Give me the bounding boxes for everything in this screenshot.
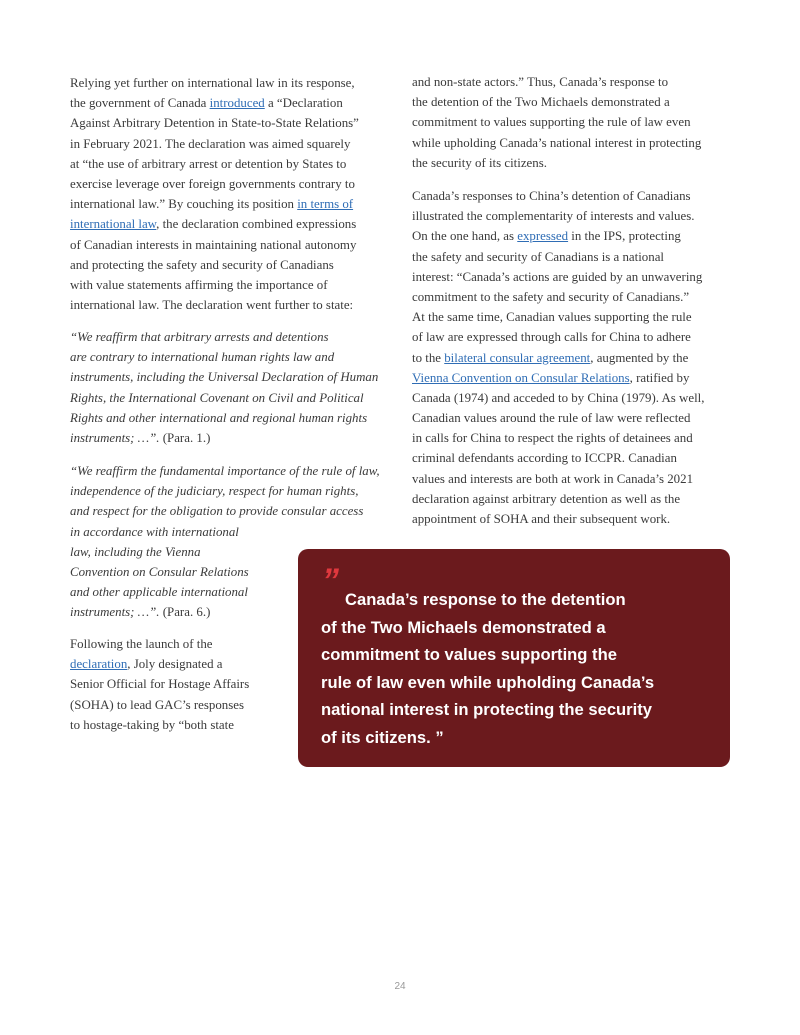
text-span: to the — [412, 350, 445, 365]
text-span: criminal defendants according to ICCPR. Canadian — [412, 451, 677, 466]
text-span: (Para. 6.) — [159, 605, 211, 620]
text-span: exercise leverage over foreign governments contrary to — [70, 176, 355, 191]
pull-quote-line: of the Two Michaels demonstrated a — [321, 617, 606, 637]
text-line — [412, 489, 704, 509]
pull-quote-line: commitment to values supporting the — [321, 645, 617, 664]
text-span: “We reaffirm the fundamental importance of the rule of law, — [70, 464, 380, 478]
text-line — [70, 674, 249, 694]
quote-mark-icon: ” — [322, 562, 339, 600]
text-span: in February 2021. The declaration was aimed squarely — [70, 136, 351, 151]
pull-quote-line: national interest in protecting the security — [321, 700, 653, 719]
text-span: law, including the Vienna — [70, 544, 201, 559]
text-line — [70, 461, 380, 481]
text-line — [70, 501, 380, 521]
text-span: (SOHA) to lead GAC’s responses — [70, 697, 245, 712]
text-span: the detention of the Two Michaels demonstrated a — [412, 95, 670, 110]
left-paragraph-1 — [70, 73, 359, 315]
text-line — [412, 267, 704, 287]
text-line — [412, 469, 704, 489]
text-span: independence of the judiciary, respect for human rights, — [70, 484, 359, 499]
text-line — [70, 295, 359, 315]
text-span: values and interests are both at work in Canada’s 2021 — [412, 471, 694, 486]
text-line — [70, 408, 378, 428]
text-line — [412, 72, 701, 92]
text-span: at “the use of arbitrary arrest or detention by States to — [70, 156, 347, 171]
text-line — [70, 715, 249, 735]
text-span: instruments; …”. — [70, 430, 160, 445]
text-line — [412, 92, 701, 112]
text-span: the safety and security of Canadians is a national — [412, 249, 665, 264]
text-span: in the IPS, protecting — [568, 229, 681, 244]
text-span: Rights, the International Covenant on Civil and Political — [70, 390, 364, 405]
text-line — [412, 287, 704, 307]
text-span: with value statements affirming the importance of — [70, 277, 328, 292]
text-span: Following the launch of the — [70, 637, 213, 651]
hyperlink[interactable]: declaration — [70, 657, 128, 672]
text-span: On the one hand, as — [412, 229, 518, 244]
text-span: At the same time, Canadian values supporting the rule — [412, 310, 692, 325]
text-span: instruments; …”. — [70, 605, 160, 620]
text-span: Rights and other international and regional human rights — [70, 410, 368, 425]
text-line — [70, 113, 359, 133]
text-span: , ratified by — [629, 370, 690, 385]
text-span: appointment of SOHA and their subsequent work. — [412, 512, 671, 526]
text-line — [70, 174, 359, 194]
text-line — [70, 634, 249, 654]
text-line — [70, 255, 359, 275]
text-span: in accordance with international — [70, 524, 239, 539]
text-span: the security of its citizens. — [412, 155, 547, 170]
pull-quote-line: Canada’s response to the detention — [345, 590, 626, 609]
text-span: illustrated the complementarity of interests and values. — [412, 209, 695, 224]
text-span: Canadian values around the rule of law were reflected — [412, 411, 691, 426]
pull-quote-text — [321, 586, 654, 751]
text-line — [70, 235, 359, 255]
text-span: Senior Official for Hostage Affairs — [70, 677, 250, 692]
text-span: “We reaffirm that arbitrary arrests and detentions — [70, 330, 329, 344]
text-span: interest: “Canada’s actions are guided by an unwavering — [412, 269, 703, 284]
text-line — [412, 153, 701, 173]
hyperlink[interactable]: bilateral consular agreement — [444, 350, 591, 365]
text-line — [412, 112, 701, 132]
text-span: declaration against arbitrary detention as well as the — [412, 491, 681, 506]
text-line — [412, 133, 701, 153]
left-quote-para-1 — [70, 327, 378, 448]
text-span: a “Declaration — [264, 96, 343, 111]
hyperlink[interactable]: introduced — [209, 96, 265, 111]
text-span: , Joly designated a — [127, 657, 223, 672]
text-line — [412, 226, 704, 246]
text-line — [70, 134, 359, 154]
text-line — [70, 428, 378, 448]
text-line — [70, 194, 359, 214]
text-span: are contrary to international human rights law and — [70, 350, 335, 365]
text-line — [412, 428, 704, 448]
right-paragraph-2 — [412, 186, 704, 529]
text-line — [70, 481, 380, 501]
text-line — [70, 347, 378, 367]
hyperlink[interactable]: in terms of — [297, 197, 354, 212]
text-line — [412, 186, 704, 206]
text-span: commitment to the safety and security of Canadians.” — [412, 289, 690, 304]
text-span: Canada (1974) and acceded to by China (1979). As well, — [412, 390, 705, 405]
text-span: international law.” By couching its position — [70, 197, 298, 212]
text-span: international law. The declaration went further to state: — [70, 298, 354, 313]
text-line — [70, 275, 359, 295]
text-span: and protecting the safety and security of Canadians — [70, 257, 334, 272]
pull-quote-line: of its citizens. ” — [321, 727, 444, 747]
text-line — [70, 695, 249, 715]
text-line — [70, 154, 359, 174]
page-number: 24 — [394, 981, 406, 992]
text-line — [70, 93, 359, 113]
text-span: in calls for China to respect the rights of detainees and — [412, 431, 693, 446]
text-span: commitment to values supporting the rule of law even — [412, 115, 691, 130]
pull-quote-line: rule of law even while upholding Canada’s — [321, 672, 655, 692]
text-span: , the declaration combined expressions — [156, 217, 357, 232]
text-span: Canada’s responses to China’s detention of Canadians — [412, 189, 691, 203]
text-line — [412, 408, 704, 428]
hyperlink[interactable]: international law — [70, 217, 157, 232]
text-span: while upholding Canada’s national interest in protecting — [412, 135, 702, 150]
text-line — [412, 327, 704, 347]
right-paragraph-1 — [412, 72, 701, 173]
text-line — [412, 368, 704, 388]
text-line — [70, 214, 359, 234]
text-line — [412, 388, 704, 408]
text-span: , augmented by the — [590, 350, 689, 365]
text-span: and non-state actors.” Thus, Canada’s response to — [412, 75, 669, 89]
text-span: the government of Canada — [70, 96, 210, 111]
text-line — [70, 522, 380, 542]
text-line — [70, 367, 378, 387]
text-line — [412, 509, 704, 529]
text-span: (Para. 1.) — [159, 430, 211, 445]
text-line — [70, 327, 378, 347]
text-line — [412, 206, 704, 226]
text-span: instruments, including the Universal Declaration of Human — [70, 370, 379, 385]
text-line — [70, 73, 359, 93]
text-line — [70, 654, 249, 674]
text-span: of law are expressed through calls for China to adhere — [412, 330, 691, 345]
hyperlink[interactable]: expressed — [517, 229, 569, 244]
text-span: and other applicable international — [70, 585, 248, 600]
hyperlink[interactable]: Vienna Convention on Consular Relations — [412, 370, 630, 385]
text-line — [412, 247, 704, 267]
text-line — [70, 388, 378, 408]
text-span: of Canadian interests in maintaining national autonomy — [70, 237, 357, 252]
text-span: Convention on Consular Relations — [70, 564, 249, 579]
text-line — [412, 448, 704, 468]
text-line — [412, 348, 704, 368]
text-span: to hostage-taking by “both state — [70, 717, 234, 732]
text-line — [412, 307, 704, 327]
text-span: Against Arbitrary Detention in State-to-State Relations” — [70, 116, 359, 131]
text-span: Relying yet further on international law in its response, — [70, 76, 355, 90]
text-span: and respect for the obligation to provide consular access — [70, 504, 364, 519]
left-paragraph-2 — [70, 634, 249, 735]
